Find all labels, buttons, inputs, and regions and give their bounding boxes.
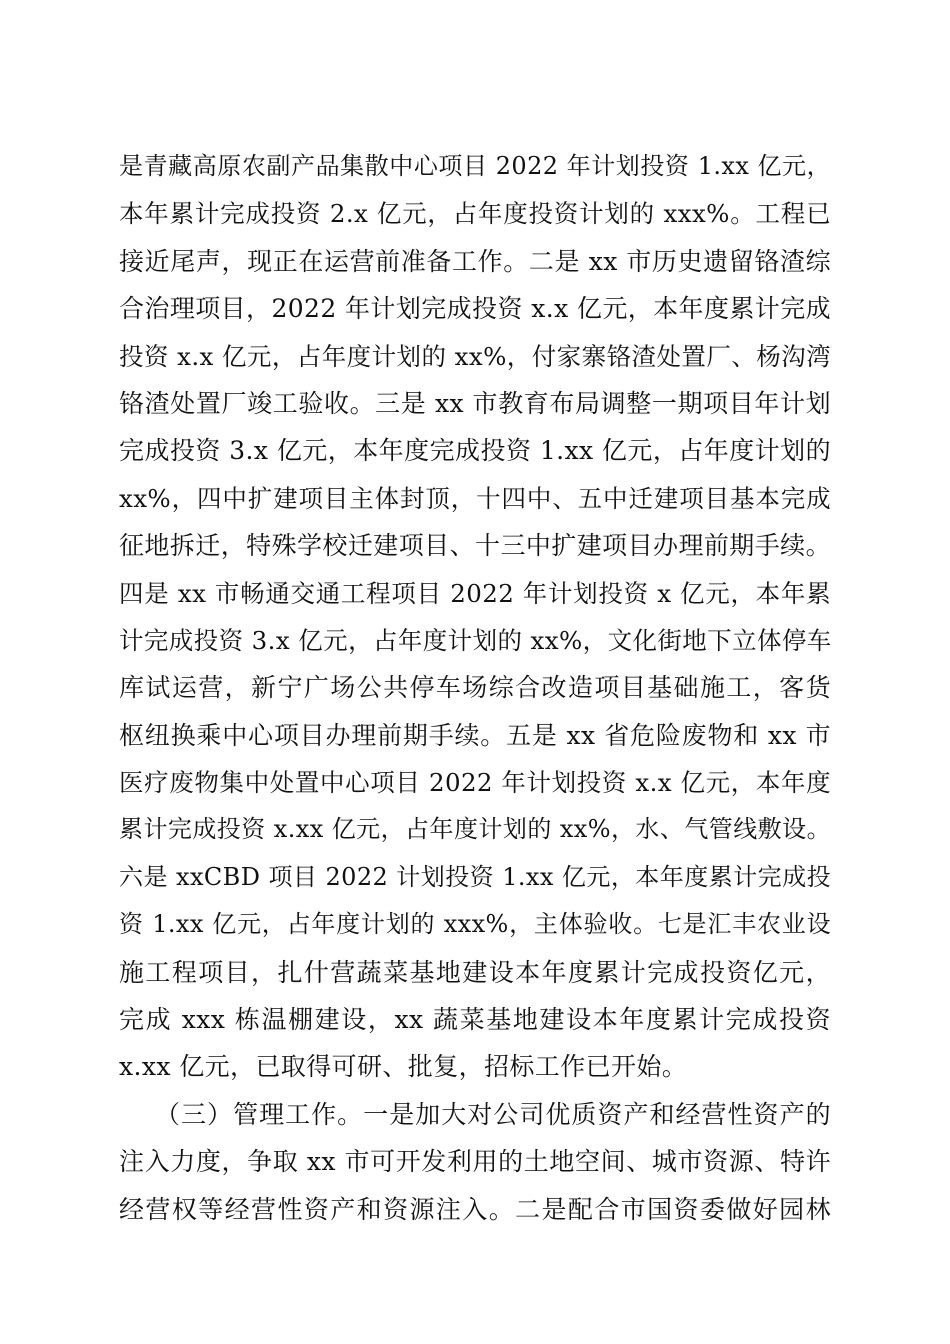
text-line: 注入力度，争取 xx 市可开发利用的土地空间、城市资源、特许 [119, 1147, 831, 1177]
text-line: 合治理项目，2022 年计划完成投资 x.x 亿元，本年度累计完成 [119, 294, 831, 324]
paragraph-end-line: x.xx 亿元，已取得可研、批复，招标工作已开始。 [119, 1052, 688, 1082]
text-line: xx%，四中扩建项目主体封顶，十四中、五中迁建项目基本完成 [119, 483, 831, 513]
text-line: 枢纽换乘中心项目办理前期手续。五是 xx 省危险废物和 xx 市 [119, 720, 831, 750]
text-line: 库试运营，新宁广场公共停车场综合改造项目基础施工，客货 [119, 673, 831, 703]
text-line: 本年累计完成投资 2.x 亿元，占年度投资计划的 xxx%。工程已 [119, 199, 831, 229]
text-line: 医疗废物集中处置中心项目 2022 年计划投资 x.x 亿元，本年度 [119, 768, 831, 798]
section-heading-line: （三）管理工作。一是加大对公司优质资产和经营性资产的 [155, 1099, 831, 1129]
text-line: 完成 xxx 栋温棚建设，xx 蔬菜基地建设本年度累计完成投资 [119, 1005, 831, 1035]
text-line: 施工程项目，扎什营蔬菜基地建设本年度累计完成投资亿元， [119, 957, 831, 987]
text-line: 接近尾声，现正在运营前准备工作。二是 xx 市历史遗留铬渣综 [119, 246, 831, 276]
text-line: 投资 x.x 亿元，占年度计划的 xx%，付家寨铬渣处置厂、杨沟湾 [119, 341, 831, 371]
text-line: 四是 xx 市畅通交通工程项目 2022 年计划投资 x 亿元，本年累 [119, 578, 831, 608]
body-text [119, 143, 831, 1233]
text-line: 六是 xxCBD 项目 2022 计划投资 1.xx 亿元，本年度累计完成投 [119, 862, 831, 891]
text-line: 完成投资 3.x 亿元，本年度完成投资 1.xx 亿元，占年度计划的 [119, 436, 831, 466]
text-line: 累计完成投资 x.xx 亿元，占年度计划的 xx%，水、气管线敷设。 [119, 815, 831, 844]
text-line: 铬渣处置厂竣工验收。三是 xx 市教育布局调整一期项目年计划 [119, 388, 831, 418]
text-line: 计完成投资 3.x 亿元，占年度计划的 xx%，文化街地下立体停车 [119, 625, 832, 655]
text-line: 征地拆迁，特殊学校迁建项目、十三中扩建项目办理前期手续。 [119, 531, 831, 561]
text-line: 是青藏高原农副产品集散中心项目 2022 年计划投资 1.xx 亿元， [119, 152, 831, 180]
text-line: 经营权等经营性资产和资源注入。二是配合市国资委做好园林 [119, 1194, 831, 1224]
text-line: 资 1.xx 亿元，占年度计划的 xxx%，主体验收。七是汇丰农业设 [119, 910, 831, 939]
